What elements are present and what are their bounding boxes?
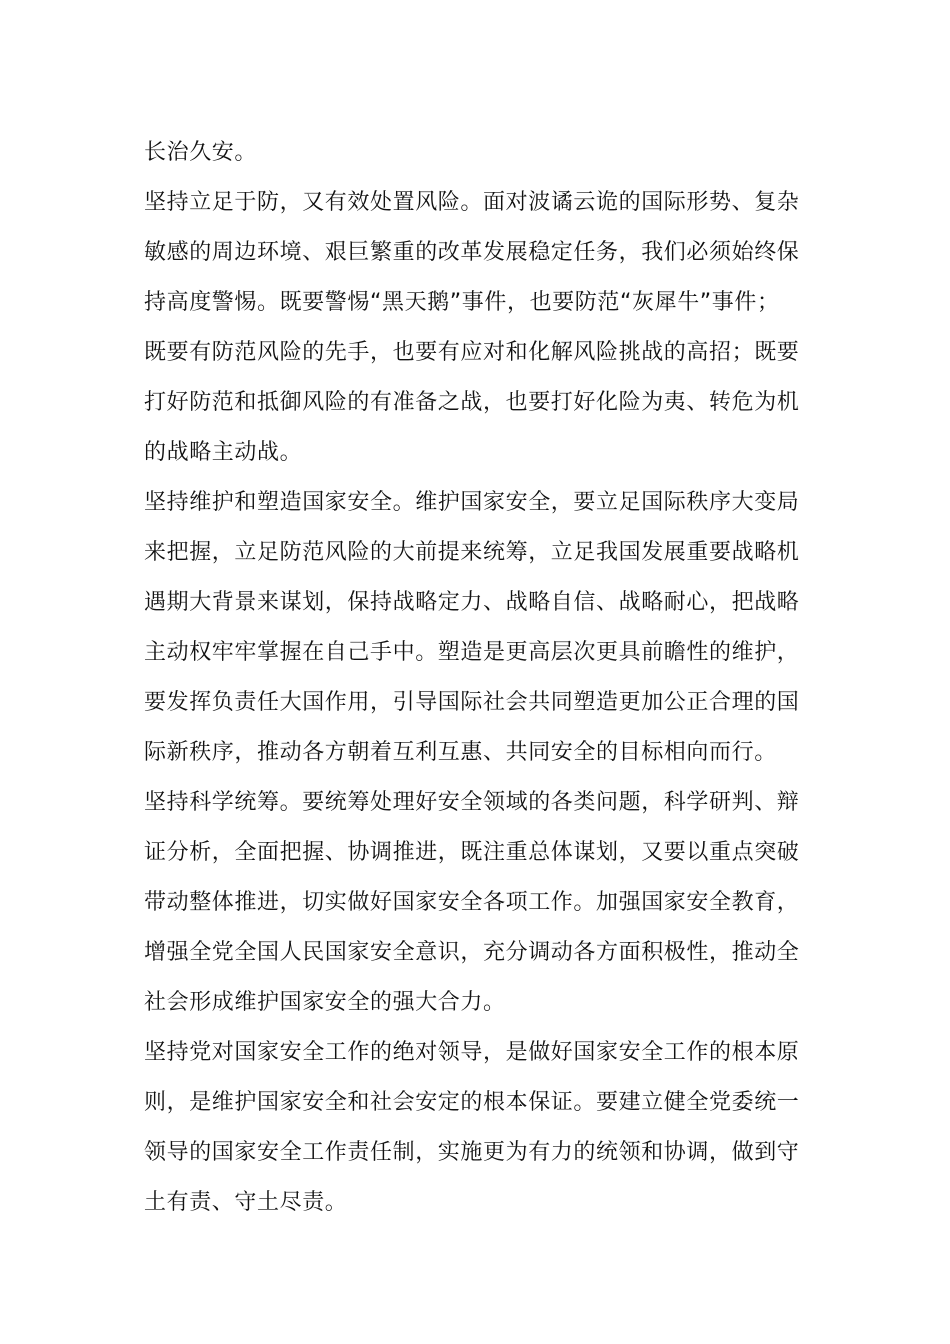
text-line: 增强全党全国人民国家安全意识，充分调动各方面积极性，推动全 bbox=[144, 940, 800, 965]
text-line: 既要有防范风险的先手，也要有应对和化解风险挑战的高招；既要 bbox=[144, 340, 800, 365]
text-line: 来把握，立足防范风险的大前提来统筹，立足我国发展重要战略机 bbox=[144, 540, 800, 565]
text-line: 坚持维护和塑造国家安全。维护国家安全，要立足国际秩序大变局 bbox=[144, 490, 800, 515]
text-line: 长治久安。 bbox=[144, 140, 258, 165]
text-line: 要发挥负责任大国作用，引导国际社会共同塑造更加公正合理的国 bbox=[144, 690, 800, 715]
text-line: 领导的国家安全工作责任制，实施更为有力的统领和协调，做到守 bbox=[144, 1140, 800, 1165]
text-line: 的战略主动战。 bbox=[144, 440, 303, 465]
text-line: 持高度警惕。既要警惕“黑天鹅”事件，也要防范“灰犀牛”事件； bbox=[144, 290, 780, 315]
text-line: 坚持科学统筹。要统筹处理好安全领域的各类问题，科学研判、辩 bbox=[144, 790, 800, 815]
text-line: 带动整体推进，切实做好国家安全各项工作。加强国家安全教育， bbox=[144, 890, 800, 915]
text-line: 土有责、守土尽责。 bbox=[144, 1190, 348, 1215]
text-line: 坚持立足于防，又有效处置风险。面对波谲云诡的国际形势、复杂 bbox=[144, 190, 800, 215]
text-line: 打好防范和抵御风险的有准备之战，也要打好化险为夷、转危为机 bbox=[144, 390, 800, 415]
document-body bbox=[144, 128, 824, 1228]
text-line: 主动权牢牢掌握在自己手中。塑造是更高层次更具前瞻性的维护， bbox=[144, 640, 800, 665]
text-line: 证分析，全面把握、协调推进，既注重总体谋划，又要以重点突破 bbox=[144, 840, 800, 865]
text-line: 坚持党对国家安全工作的绝对领导，是做好国家安全工作的根本原 bbox=[144, 1040, 800, 1065]
text-line: 遇期大背景来谋划，保持战略定力、战略自信、战略耐心，把战略 bbox=[144, 590, 800, 615]
text-line: 敏感的周边环境、艰巨繁重的改革发展稳定任务，我们必须始终保 bbox=[144, 240, 800, 265]
text-line: 社会形成维护国家安全的强大合力。 bbox=[144, 990, 506, 1015]
text-line: 际新秩序，推动各方朝着互利互惠、共同安全的目标相向而行。 bbox=[144, 740, 777, 765]
text-line: 则，是维护国家安全和社会安定的根本保证。要建立健全党委统一 bbox=[144, 1090, 800, 1115]
